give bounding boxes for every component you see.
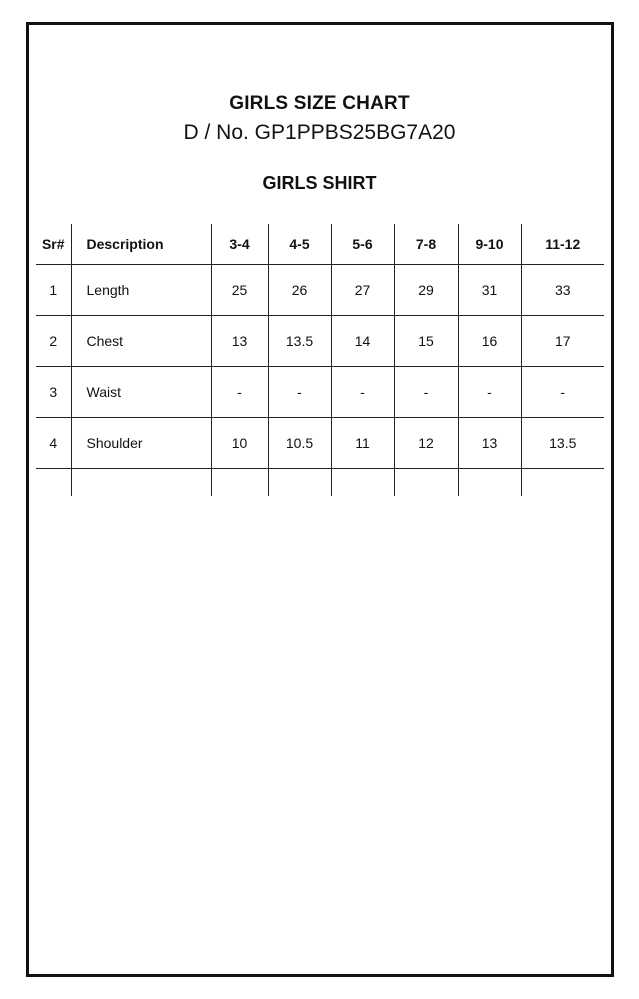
measurement-cell: 33 xyxy=(521,265,604,316)
column-header-sr: Sr# xyxy=(36,224,71,265)
measurement-cell: - xyxy=(331,367,394,418)
measurement-cell: - xyxy=(521,367,604,418)
measurement-cell: 25 xyxy=(211,265,268,316)
row-number: 2 xyxy=(36,316,71,367)
empty-cell xyxy=(458,469,521,497)
measurement-cell: - xyxy=(394,367,458,418)
measurement-cell: - xyxy=(268,367,331,418)
measurement-cell: - xyxy=(458,367,521,418)
chart-title: GIRLS SIZE CHART xyxy=(229,93,410,114)
header-row xyxy=(36,224,604,265)
empty-cell xyxy=(521,469,604,497)
table-row xyxy=(36,367,604,418)
size-table xyxy=(36,224,604,496)
column-header-size: 4-5 xyxy=(268,224,331,265)
measurement-cell: 13 xyxy=(211,316,268,367)
table-row xyxy=(36,316,604,367)
measurement-cell: 10.5 xyxy=(268,418,331,469)
empty-cell xyxy=(211,469,268,497)
column-header-size: 3-4 xyxy=(211,224,268,265)
measurement-cell: 15 xyxy=(394,316,458,367)
measurement-cell: 14 xyxy=(331,316,394,367)
measurement-cell: 27 xyxy=(331,265,394,316)
row-number: 4 xyxy=(36,418,71,469)
column-header-size: 11-12 xyxy=(521,224,604,265)
row-number: 3 xyxy=(36,367,71,418)
column-header-description: Description xyxy=(71,224,211,265)
empty-cell xyxy=(36,469,71,497)
section-title: GIRLS SHIRT xyxy=(262,173,377,193)
table-row xyxy=(36,418,604,469)
measurement-cell: 26 xyxy=(268,265,331,316)
row-description: Shoulder xyxy=(71,418,211,469)
empty-cell xyxy=(268,469,331,497)
table-row xyxy=(36,265,604,316)
column-header-size: 9-10 xyxy=(458,224,521,265)
design-number: D / No. GP1PPBS25BG7A20 xyxy=(183,121,456,144)
row-description: Waist xyxy=(71,367,211,418)
measurement-cell: 29 xyxy=(394,265,458,316)
empty-cell xyxy=(394,469,458,497)
measurement-cell: 11 xyxy=(331,418,394,469)
measurement-cell: 13.5 xyxy=(521,418,604,469)
measurement-cell: 13.5 xyxy=(268,316,331,367)
measurement-cell: 31 xyxy=(458,265,521,316)
measurement-cell: 13 xyxy=(458,418,521,469)
empty-cell xyxy=(331,469,394,497)
measurement-cell: 17 xyxy=(521,316,604,367)
empty-cell xyxy=(71,469,211,497)
measurement-cell: 12 xyxy=(394,418,458,469)
row-number: 1 xyxy=(36,265,71,316)
page-border xyxy=(26,22,614,977)
column-header-size: 7-8 xyxy=(394,224,458,265)
row-description: Length xyxy=(71,265,211,316)
row-description: Chest xyxy=(71,316,211,367)
measurement-cell: 10 xyxy=(211,418,268,469)
measurement-cell: - xyxy=(211,367,268,418)
column-header-size: 5-6 xyxy=(331,224,394,265)
measurement-cell: 16 xyxy=(458,316,521,367)
empty-table-row xyxy=(36,469,604,497)
